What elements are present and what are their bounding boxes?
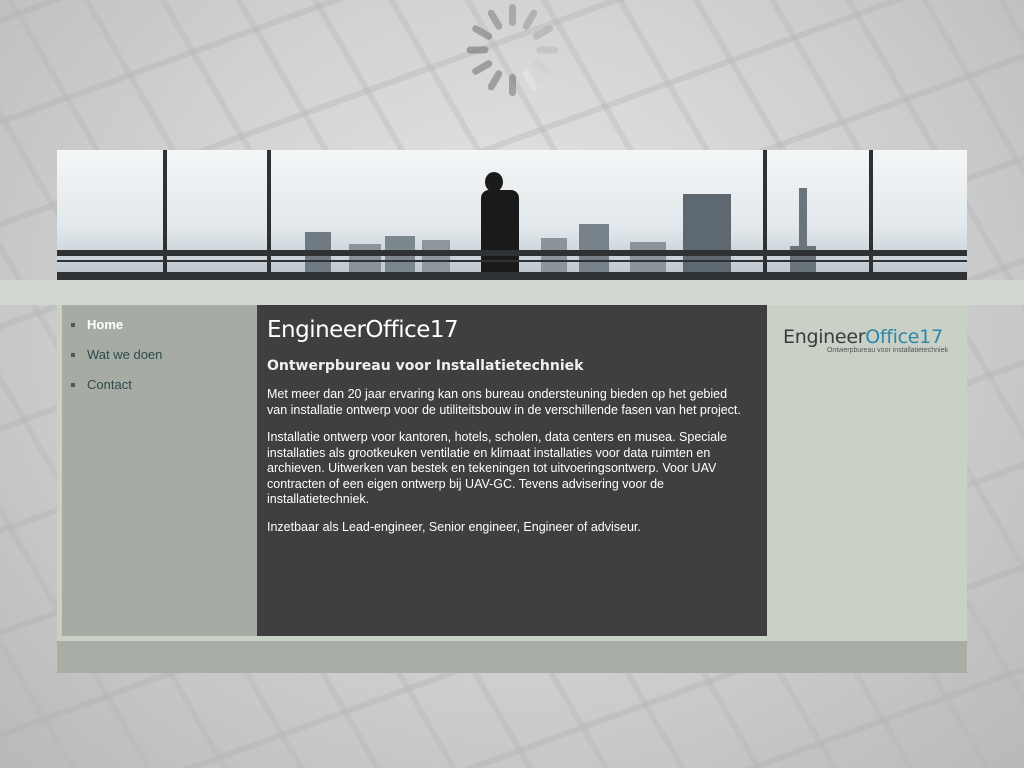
sidebar-nav <box>62 305 257 636</box>
main-content <box>257 305 767 636</box>
roles-paragraph: Inzetbaar als Lead-engineer, Senior engineer, Engineer of adviseur. <box>267 519 641 534</box>
spinner-spoke <box>537 47 559 54</box>
spinner-spoke <box>471 59 494 76</box>
right-panel <box>767 305 962 636</box>
businessman-silhouette <box>485 172 503 192</box>
header-banner-image <box>57 150 967 280</box>
spinner-spoke <box>532 24 555 41</box>
logo-text-engineer: Engineer <box>783 326 866 348</box>
loading-spinner-icon <box>462 0 562 100</box>
spinner-spoke <box>521 69 538 92</box>
bullet-icon <box>71 383 75 387</box>
spinner-spoke <box>509 4 516 26</box>
nav-item-home[interactable] <box>62 315 257 345</box>
nav-link-home[interactable]: Home <box>87 317 124 332</box>
intro-paragraph: Met meer dan 20 jaar ervaring kan ons bureau ondersteuning bieden op het gebied van installatie ontwerp voor de utiliteitsbouw in de verschillende fasen van het project. <box>267 387 741 417</box>
nav-item-wat-we-doen[interactable] <box>62 345 257 375</box>
spinner-spoke <box>467 47 489 54</box>
page-subtitle: Ontwerpbureau voor Installatietechniek <box>267 358 584 374</box>
bullet-icon <box>71 353 75 357</box>
page-title: EngineerOffice17 <box>267 317 459 343</box>
spinner-spoke <box>486 8 503 31</box>
businessman-body <box>481 190 519 280</box>
logo-tagline: Ontwerpbureau voor installatietechniek <box>826 347 948 354</box>
nav-link-contact[interactable]: Contact <box>87 377 132 392</box>
spinner-spoke <box>521 8 538 31</box>
bullet-icon <box>71 323 75 327</box>
company-logo <box>783 326 948 354</box>
nav-link-wat-we-doen[interactable]: Wat we doen <box>87 347 163 362</box>
header-strip <box>0 280 1024 305</box>
spinner-spoke <box>486 69 503 92</box>
spinner-spoke <box>471 24 494 41</box>
logo-wordmark <box>783 326 948 348</box>
nav-list <box>62 305 257 405</box>
spinner-spoke <box>532 59 555 76</box>
logo-text-office17: Office17 <box>865 326 943 348</box>
services-paragraph: Installatie ontwerp voor kantoren, hotels, scholen, data centers en musea. Speciale installaties als grootkeuken ventilatie en klimaat installaties voor data ruimten en archieven. Uitwerken van bestek en tekeningen tot uitvoeringsontwerp. Voor UAV contracten of een eigen ontwerp bij UAV-GC. Tevens advisering voor de installatietechniek. <box>267 430 727 506</box>
page-footer <box>57 641 967 673</box>
nav-item-contact[interactable] <box>62 375 257 405</box>
spinner-spoke <box>509 74 516 96</box>
